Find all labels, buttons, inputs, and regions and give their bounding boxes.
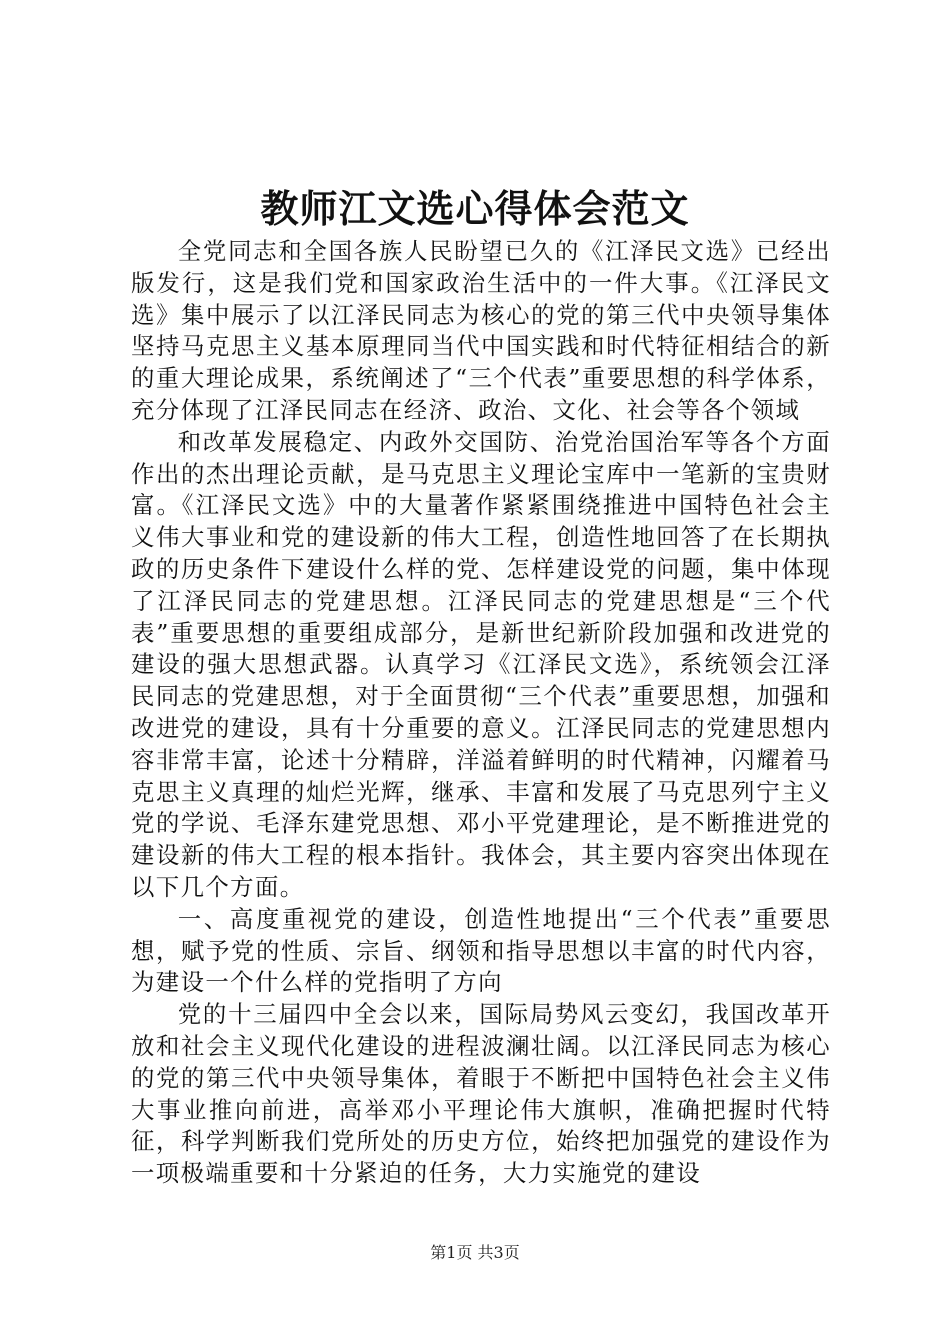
- paragraph-2: 和改革发展稳定、内政外交国防、治党治国治军等各个方面作出的杰出理论贡献，是马克思主义理论宝库中一笔新的宝贵财富。《江泽民文选》中的大量著作紧紧围绕推进中国特色社会主义伟大事业和党的建设新的伟大工程，创造性地回答了在长期执政的历史条件下建设什么样的党、怎样建设党的问题，集中体现了江泽民同志的党建思想。江泽民同志的党建思想是“三个代表”重要思想的重要组成部分，是新世纪新阶段加强和改进党的建设的强大思想武器。认真学习《江泽民文选》，系统领会江泽民同志的党建思想，对于全面贯彻“三个代表”重要思想，加强和改进党的建设，具有十分重要的意义。江泽民同志的党建思想内容非常丰富，论述十分精辟，洋溢着鲜明的时代精神，闪耀着马克思主义真理的灿烂光辉，继承、丰富和发展了马克思列宁主义党的学说、毛泽东建党思想、邓小平党建理论，是不断推进党的建设新的伟大工程的根本指针。我体会，其主要内容突出体现在以下几个方面。: [131, 427, 831, 901]
- paragraph-1: 全党同志和全国各族人民盼望已久的《江泽民文选》已经出版发行，这是我们党和国家政治生活中的一件大事。《江泽民文选》集中展示了以江泽民同志为核心的党的第三代中央领导集体坚持马克思主义基本原理同当代中国实践和时代特征相结合的新的重大理论成果，系统阐述了“三个代表”重要思想的科学体系，充分体现了江泽民同志在经济、政治、文化、社会等各个领域: [131, 237, 831, 424]
- paragraph-3-section-heading: 一、高度重视党的建设，创造性地提出“三个代表”重要思想，赋予党的性质、宗旨、纲领和指导思想以丰富的时代内容，为建设一个什么样的党指明了方向: [131, 904, 831, 997]
- document-body: [131, 236, 831, 1190]
- paragraph-4: 党的十三届四中全会以来，国际局势风云变幻，我国改革开放和社会主义现代化建设的进程波澜壮阔。以江泽民同志为核心的党的第三代中央领导集体，着眼于不断把中国特色社会主义伟大事业推向前进，高举邓小平理论伟大旗帜，准确把握时代特征，科学判断我们党所处的历史方位，始终把加强党的建设作为一项极端重要和十分紧迫的任务，大力实施党的建设: [131, 1000, 831, 1188]
- document-title: 教师江文选心得体会范文: [260, 186, 690, 231]
- page-number-indicator: 第1页 共3页: [430, 1243, 520, 1262]
